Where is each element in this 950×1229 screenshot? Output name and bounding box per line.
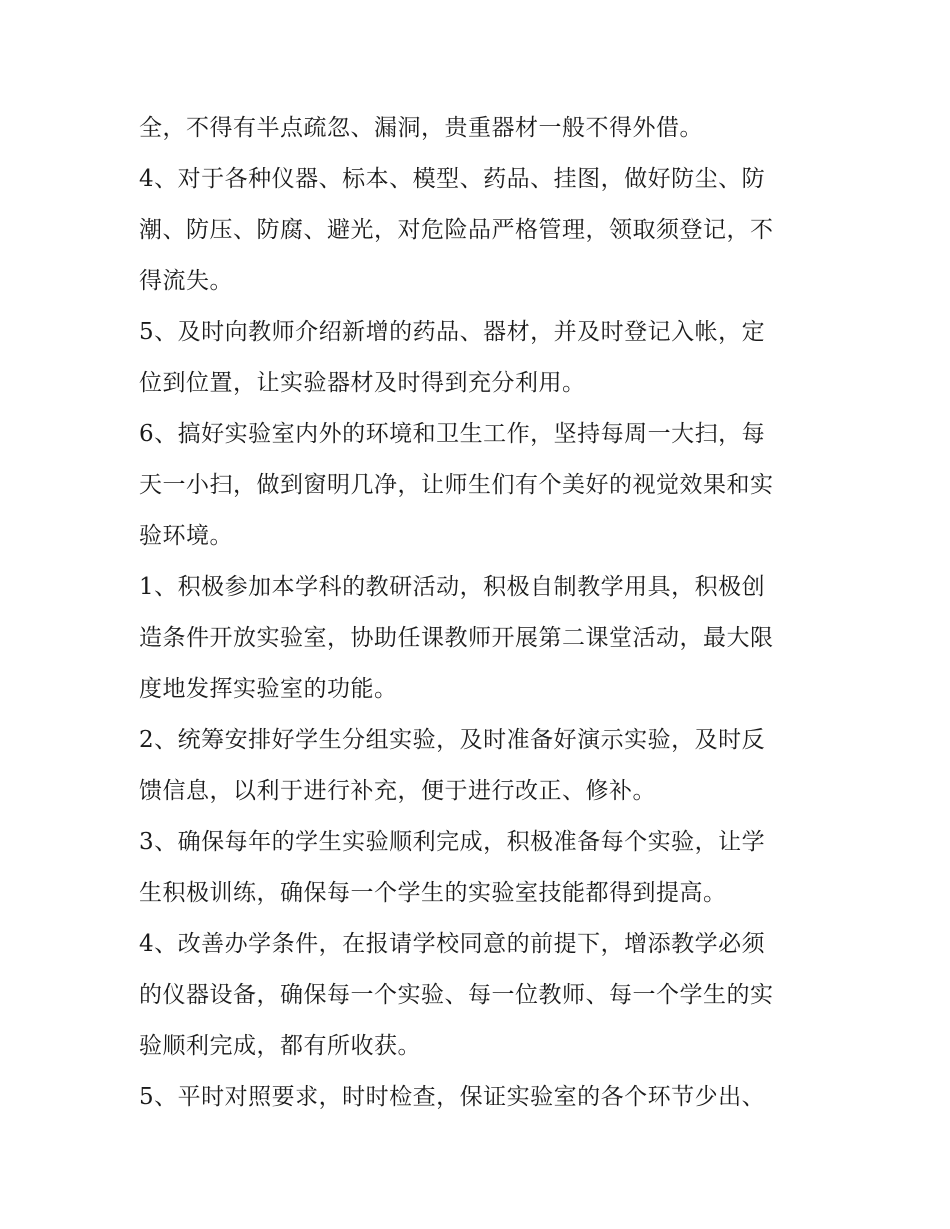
text-line: 造条件开放实验室，协助任课教师开展第二课堂活动，最大限 xyxy=(139,625,774,651)
text-line: 5、平时对照要求，时时检查，保证实验室的各个环节少出、 xyxy=(139,1084,766,1110)
text-line: 4、对于各种仪器、标本、模型、药品、挂图，做好防尘、防 xyxy=(139,166,766,192)
text-line: 位到位置，让实验器材及时得到充分利用。 xyxy=(139,370,586,396)
text-line: 验顺利完成，都有所收获。 xyxy=(139,1033,421,1059)
text-line: 得流失。 xyxy=(139,268,233,294)
text-line: 的仪器设备，确保每一个实验、每一位教师、每一个学生的实 xyxy=(139,982,774,1008)
text-line: 2、统筹安排好学生分组实验，及时准备好演示实验，及时反 xyxy=(139,727,766,753)
text-line: 度地发挥实验室的功能。 xyxy=(139,676,398,702)
text-line: 馈信息，以利于进行补充，便于进行改正、修补。 xyxy=(139,778,656,804)
text-line: 1、积极参加本学科的教研活动，积极自制教学用具，积极创 xyxy=(139,574,766,600)
text-line: 潮、防压、防腐、避光，对危险品严格管理，领取须登记，不 xyxy=(139,217,774,243)
text-line: 全，不得有半点疏忽、漏洞，贵重器材一般不得外借。 xyxy=(139,115,703,141)
text-line: 6、搞好实验室内外的环境和卫生工作，坚持每周一大扫，每 xyxy=(139,421,766,447)
text-line: 3、确保每年的学生实验顺利完成，积极准备每个实验，让学 xyxy=(139,829,766,855)
text-line: 天一小扫，做到窗明几净，让师生们有个美好的视觉效果和实 xyxy=(139,472,774,498)
text-line: 4、改善办学条件，在报请学校同意的前提下，增添教学必须 xyxy=(139,931,766,957)
text-line: 生积极训练，确保每一个学生的实验室技能都得到提高。 xyxy=(139,880,727,906)
text-line: 验环境。 xyxy=(139,523,233,549)
text-line: 5、及时向教师介绍新增的药品、器材，并及时登记入帐，定 xyxy=(139,319,766,345)
